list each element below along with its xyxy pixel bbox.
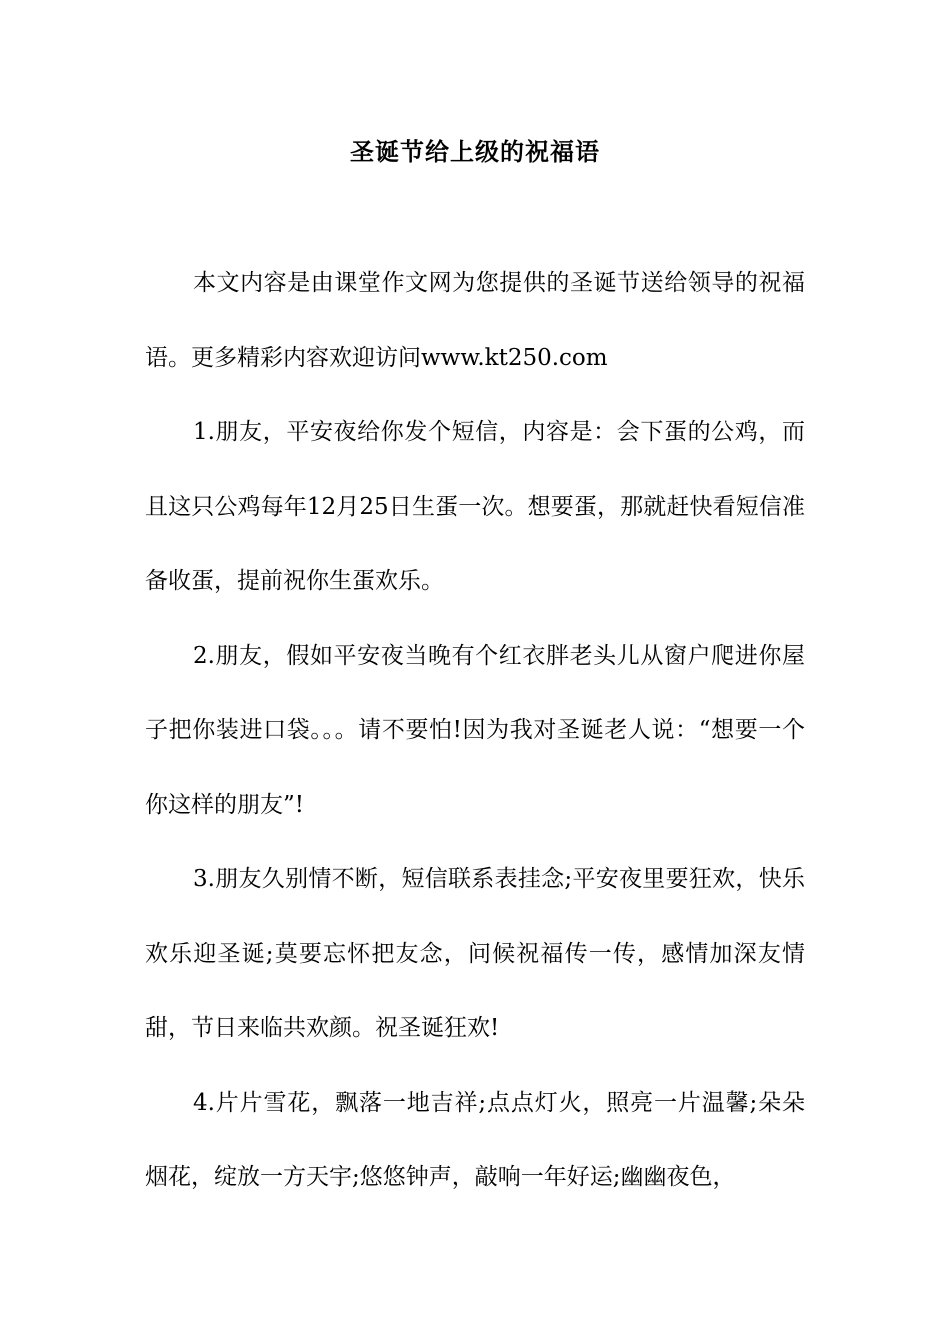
paragraph-4: 4.片片雪花，飘落一地吉祥;点点灯火，照亮一片温馨;朵朵烟花，绽放一方天宇;悠悠钟声，敲响一年好运;幽幽夜色， [145,1089,805,1190]
paragraph-2: 2.朋友，假如平安夜当晚有个红衣胖老头儿从窗户爬进你屋子把你装进口袋。。。请不要怕!因为我对圣诞老人说：“想要一个你这样的朋友”! [145,642,805,818]
document-title: 圣诞节给上级的祝福语 [350,137,600,166]
paragraph-3: 3.朋友久别情不断，短信联系表挂念;平安夜里要狂欢，快乐欢乐迎圣诞;莫要忘怀把友念，问候祝福传一传，感情加深友情甜，节日来临共欢颜。祝圣诞狂欢! [145,866,805,1041]
paragraph-1: 1.朋友，平安夜给你发个短信，内容是：会下蛋的公鸡，而且这只公鸡每年12月25日生蛋一次。想要蛋，那就赶快看短信准备收蛋，提前祝你生蛋欢乐。 [145,419,805,594]
paragraph-intro: 本文内容是由课堂作文网为您提供的圣诞节送给领导的祝福语。更多精彩内容欢迎访问www.kt250.com [145,270,805,371]
document-body [145,246,805,1215]
